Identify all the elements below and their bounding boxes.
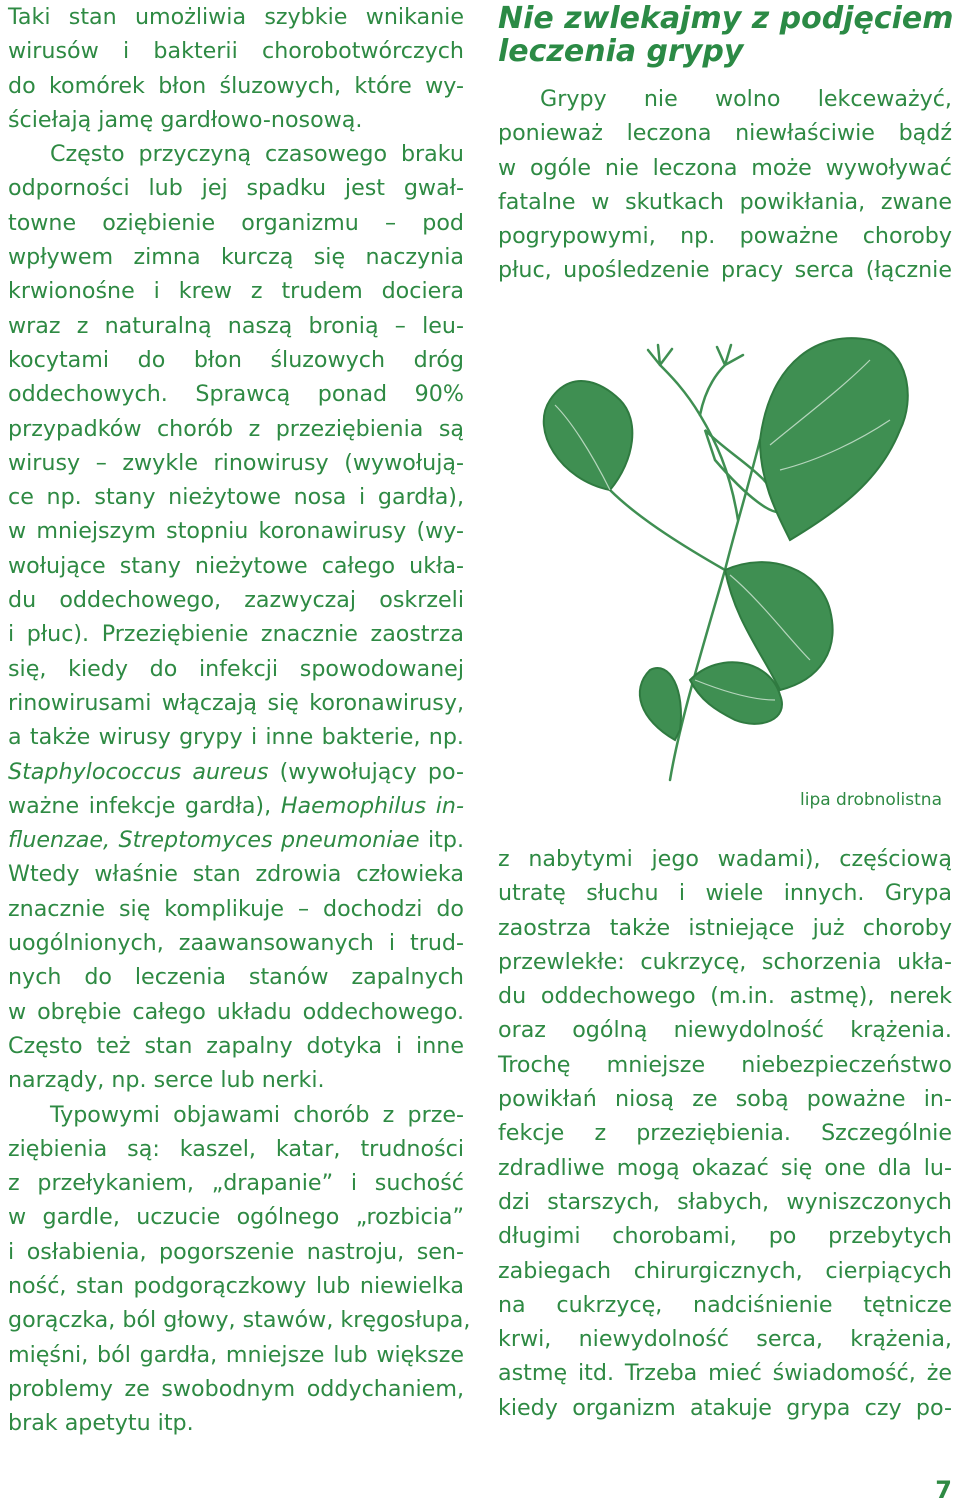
text-line: dzi starszych, słabych, wyniszczonych (498, 1188, 952, 1215)
text-line: brak apetytu itp. (8, 1410, 194, 1437)
text-line: oddechowych. Sprawcą ponad 90% (8, 381, 464, 408)
section-heading (498, 2, 952, 68)
text-line: nych do leczenia stanów zapalnych (8, 964, 464, 991)
text-line: Często też stan zapalny dotyka i inne (8, 1032, 464, 1059)
text-line: krwionośne i krew z trudem dociera (8, 278, 464, 305)
right-column-bottom-text (498, 842, 952, 1425)
text-line: na cukrzycę, nadciśnienie tętnicze (498, 1291, 952, 1318)
heading-line-2: leczenia grypy (498, 34, 744, 69)
text-line: utratę słuchu i wiele innych. Grypa (498, 880, 952, 907)
text-line: problemy ze swobodnym oddychaniem, (8, 1375, 464, 1402)
text-line: towne oziębienie organizmu – pod (8, 209, 464, 236)
text-line: płuc, upośledzenie pracy serca (łącznie (498, 257, 952, 284)
text-line: gorączka, ból głowy, stawów, kręgosłupa, (8, 1307, 471, 1334)
text-line: w ogóle nie leczona może wywoływać (498, 154, 952, 181)
text-line: Staphylococcus aureus (wywołujący po- (8, 758, 465, 785)
text-line: fluenzae, Streptomyces pneumoniae itp. (8, 827, 464, 854)
text-line: długimi chorobami, po przebytych (498, 1223, 952, 1250)
text-line: Typowymi objawami chorób z prze- (50, 1101, 464, 1128)
text-line: z nabytymi jego wadami), częściową (498, 846, 952, 872)
right-column-top-text (498, 82, 952, 288)
text-line: ność, stan podgorączkowy lub niewielka (8, 1272, 464, 1299)
text-line: oraz ogólną niewydolność krążenia. (498, 1017, 952, 1044)
text-line: pogrypowymi, np. poważne choroby (498, 223, 952, 250)
text-line: narządy, np. serce lub nerki. (8, 1067, 325, 1094)
illustration-caption: lipa drobnolistna (800, 790, 942, 810)
text-line: Często przyczyną czasowego braku (50, 141, 464, 168)
text-line: w gardle, uczucie ogólnego „rozbicia” (8, 1204, 464, 1231)
text-line: w mniejszym stopniu koronawirusy (wy- (8, 518, 464, 545)
text-line: w obrębie całego układu oddechowego. (8, 998, 464, 1025)
text-line: odporności lub jej spadku jest gwał- (8, 175, 464, 202)
page-number: 7 (935, 1476, 952, 1504)
text-line: wirusy – zwykle rinowirusy (wywołują- (8, 449, 464, 476)
text-line: Taki stan umożliwia szybkie wnikanie (8, 4, 464, 30)
text-line: ce np. stany nieżytowe nosa i gardła), (8, 484, 464, 511)
text-line: i osłabienia, pogorszenie nastroju, sen- (8, 1238, 464, 1265)
text-line: Trochę mniejsze niebezpieczeństwo (498, 1051, 952, 1078)
text-line: powikłań niosą ze sobą poważne in- (498, 1086, 952, 1113)
text-line: zabiegach chirurgicznych, cierpiących (498, 1257, 952, 1284)
text-line: Wtedy właśnie stan zdrowia człowieka (8, 861, 464, 888)
text-line: fekcje z przeziębienia. Szczególnie (498, 1120, 952, 1147)
text-line: du oddechowego (m.in. astmę), nerek (498, 983, 952, 1010)
linden-leaves-illustration (520, 320, 960, 790)
text-line: wraz z naturalną naszą bronią – leu- (8, 312, 464, 339)
text-line: ważne infekcje gardła), Haemophilus in- (8, 792, 464, 819)
text-line: z przełykaniem, „drapanie” i suchość (8, 1170, 464, 1197)
text-line: astmę itd. Trzeba mieć świadomość, że (498, 1360, 952, 1387)
text-line: przewlekłe: cukrzycę, schorzenia ukła- (498, 948, 952, 975)
text-line: krwi, niewydolność serca, krążenia, (498, 1326, 952, 1353)
text-line: kocytami do błon śluzowych dróg (8, 346, 464, 373)
text-line: ściełają jamę gardłowo-nosową. (8, 106, 363, 133)
text-line: wołujące stany nieżytowe całego ukła- (8, 552, 464, 579)
text-line: kiedy organizm atakuje grypa czy po- (498, 1394, 952, 1421)
text-line: zaostrza także istniejące już choroby (498, 914, 952, 941)
heading-line-1: Nie zwlekajmy z podjęciem (498, 1, 954, 36)
text-line: ponieważ leczona niewłaściwie bądź (498, 120, 952, 147)
text-line: przypadków chorób z przeziębienia są (8, 415, 464, 442)
text-line: wpływem zimna kurczą się naczynia (8, 244, 464, 271)
text-line: uogólnionych, zaawansowanych i trud- (8, 930, 464, 957)
text-line: zdradliwe mogą okazać się one dla lu- (498, 1154, 952, 1181)
text-line: fatalne w skutkach powikłania, zwane (498, 188, 952, 215)
left-column-text (8, 0, 471, 1440)
text-line: znacznie się komplikuje – dochodzi do (8, 895, 464, 922)
text-line: i płuc). Przeziębienie znacznie zaostrza (8, 621, 464, 648)
text-line: rinowirusami włączają się koronawirusy, (8, 689, 464, 716)
text-line: ziębienia są: kaszel, katar, trudności (8, 1135, 464, 1162)
text-line: du oddechowego, zazwyczaj oskrzeli (8, 587, 464, 614)
text-line: wirusów i bakterii chorobotwórczych (8, 38, 464, 65)
text-line: mięśni, ból gardła, mniejsze lub większe (8, 1341, 464, 1368)
text-line: się, kiedy do infekcji spowodowanej (8, 655, 464, 682)
text-line: a także wirusy grypy i inne bakterie, np. (8, 724, 464, 751)
text-line: Grypy nie wolno lekceważyć, (540, 86, 952, 112)
text-line: do komórek błon śluzowych, które wy- (8, 72, 464, 99)
